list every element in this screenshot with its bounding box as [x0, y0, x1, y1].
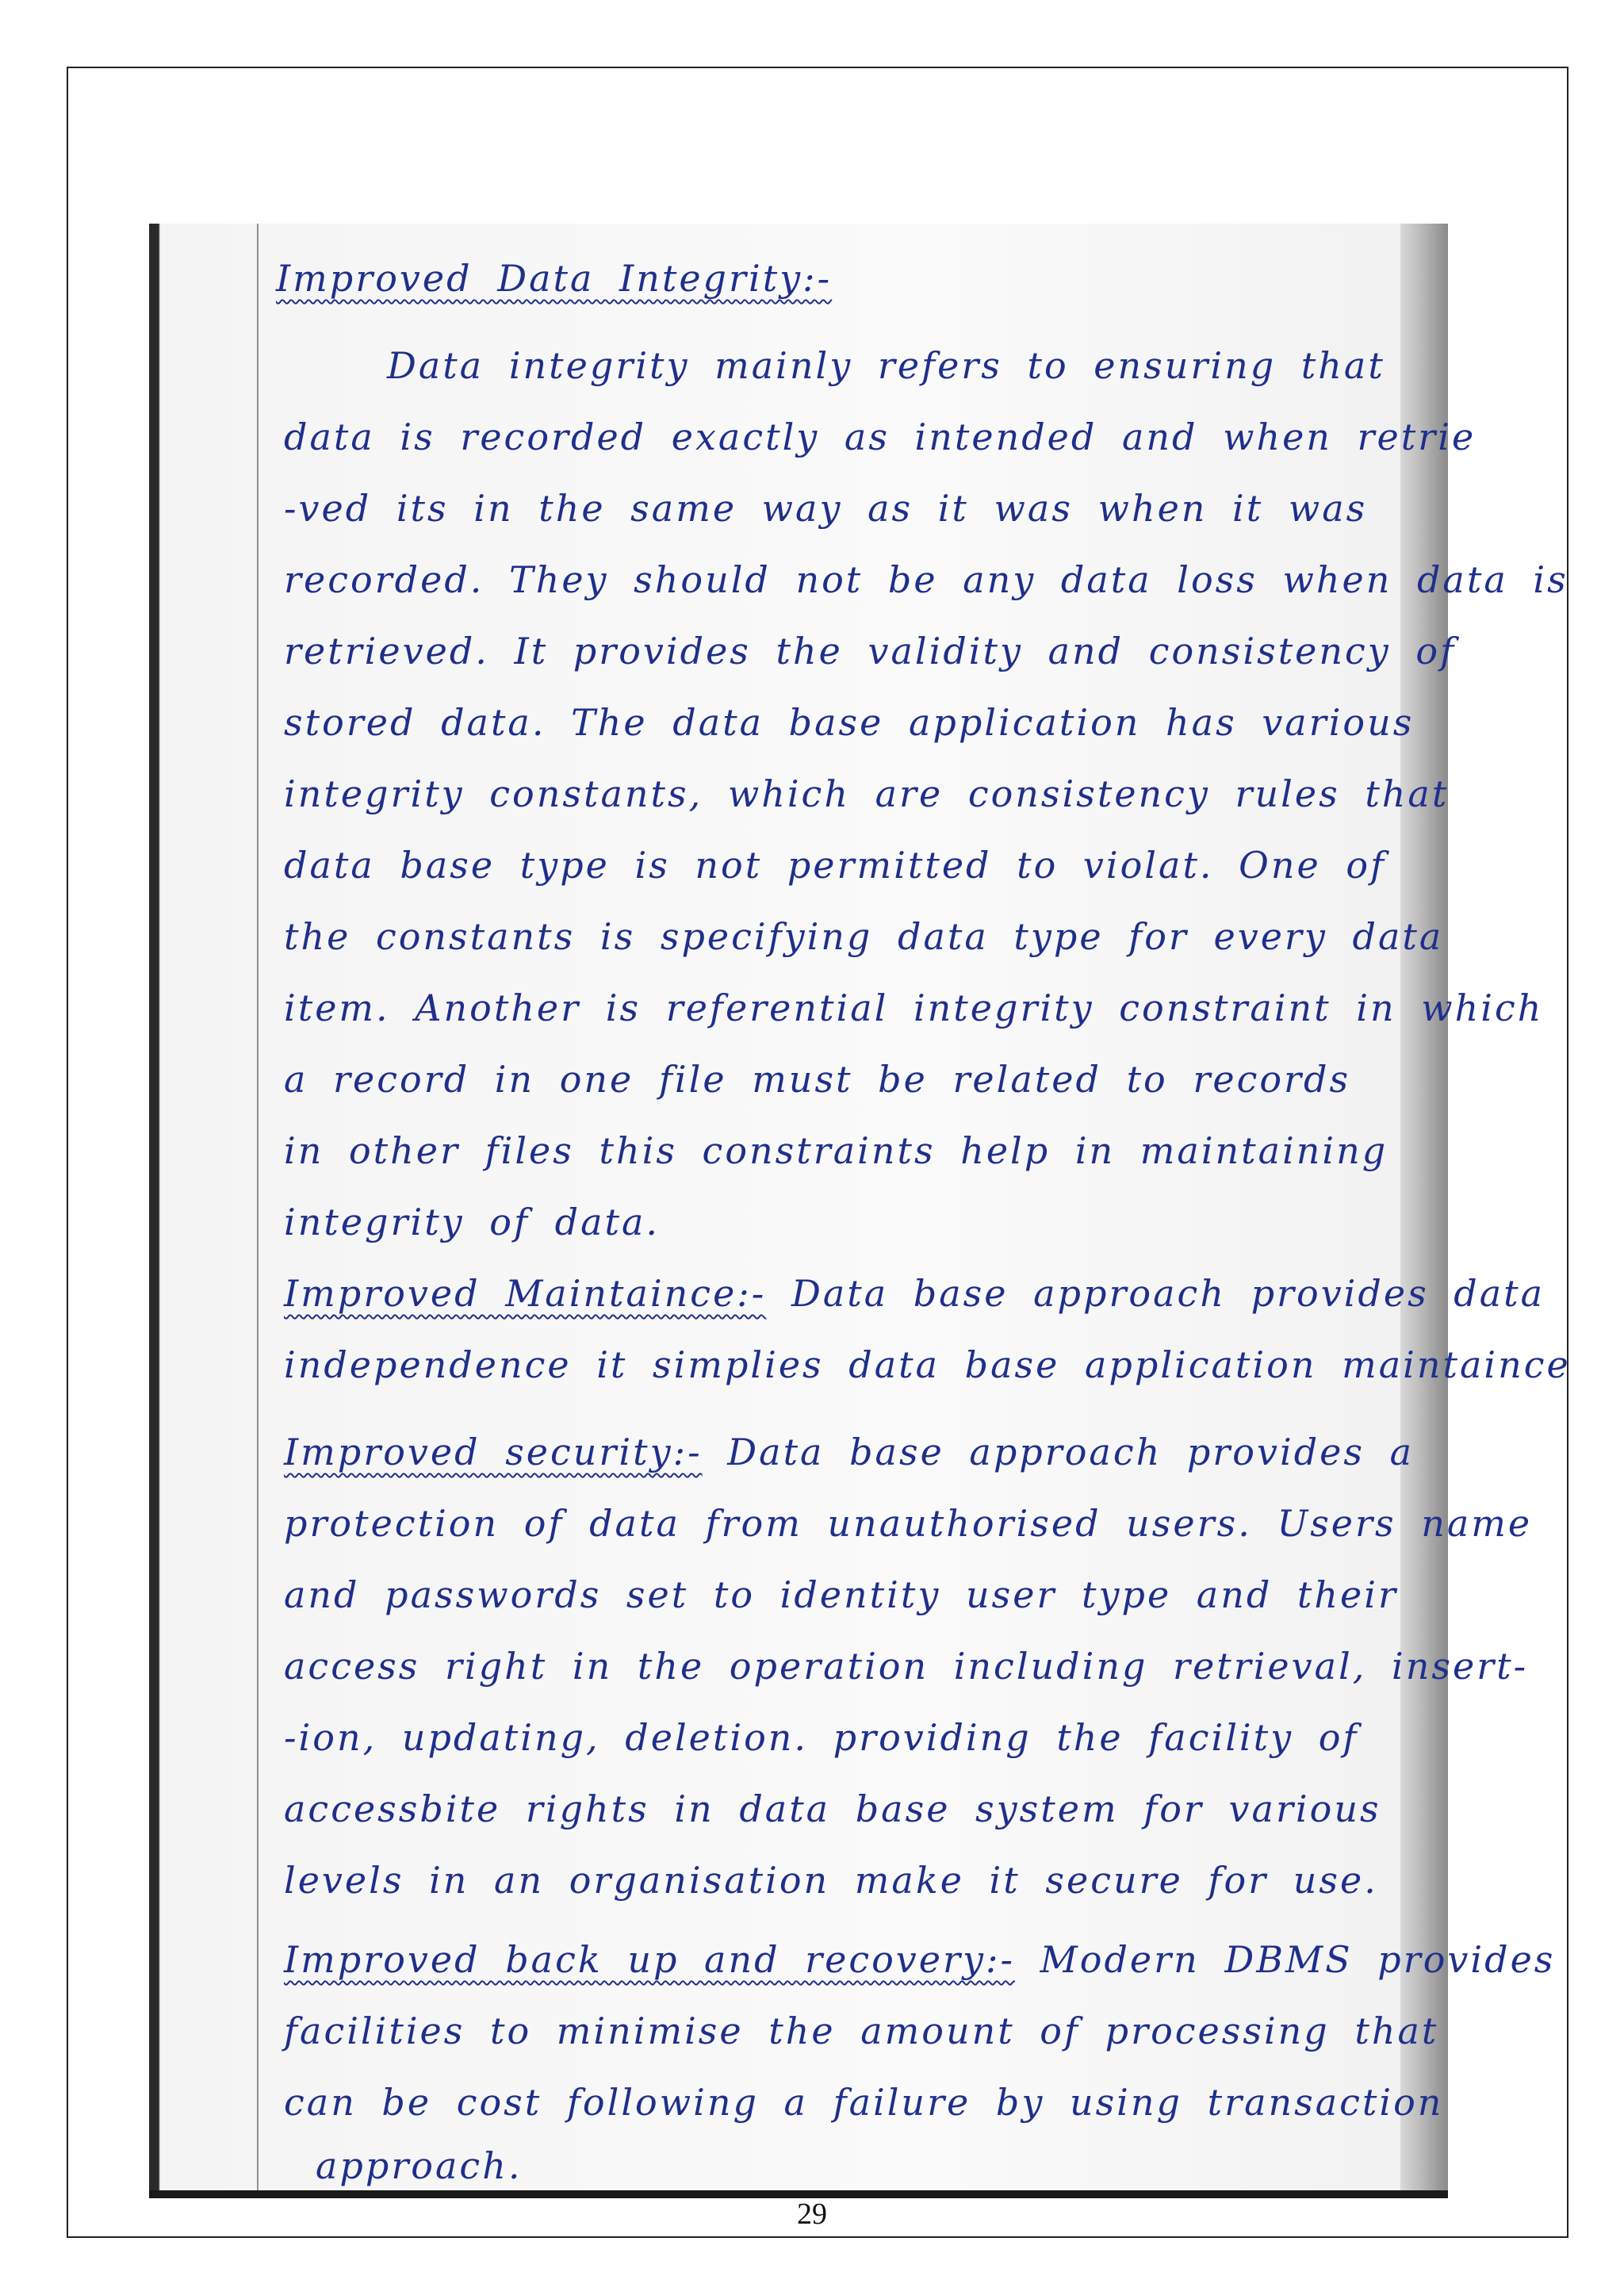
security-line	[284, 1431, 1414, 1473]
text-line: and passwords set to identity user type and their	[284, 1573, 1398, 1616]
text-line: integrity of data.	[284, 1201, 661, 1243]
heading-maintenance: Improved Maintaince:-	[284, 1272, 767, 1315]
text-line: the constants is specifying data type for every data	[284, 915, 1444, 958]
page-number: 29	[797, 2197, 827, 2231]
heading-data-integrity: Improved Data Integrity:-	[276, 257, 833, 300]
text-line: item. Another is referential integrity constraint in which	[284, 987, 1544, 1029]
text-line: accessbite rights in data base system for various	[284, 1787, 1381, 1830]
text-line: -ved its in the same way as it was when it was	[284, 487, 1368, 530]
text-line: recorded. They should not be any data loss when data is	[284, 558, 1568, 601]
heading-security: Improved security:-	[284, 1431, 703, 1473]
text-line: protection of data from unauthorised users. Users name	[284, 1502, 1533, 1545]
text-line: access right in the operation including retrieval, insert-	[284, 1645, 1529, 1688]
text-line: retrieved. It provides the validity and consistency of	[284, 630, 1457, 672]
text-line: Data base approach provides a	[727, 1431, 1415, 1473]
text-line: -ion, updating, deletion. providing the facility of	[284, 1716, 1359, 1759]
text-line: a record in one file must be related to records	[284, 1058, 1351, 1101]
text-line: data base type is not permitted to violat. One of	[284, 844, 1387, 887]
text-line: Data base approach provides data	[791, 1272, 1545, 1315]
text-line: facilities to minimise the amount of processing that	[284, 2010, 1439, 2052]
maintenance-line	[284, 1272, 1545, 1315]
text-line: independence it simplies data base application maintaince	[284, 1343, 1571, 1386]
text-line: in other files this constraints help in maintaining	[284, 1129, 1388, 1172]
backup-line	[284, 1938, 1555, 1981]
heading-backup: Improved back up and recovery:-	[284, 1938, 1016, 1981]
notebook-margin-line	[257, 224, 259, 2198]
handwritten-notes-photo	[149, 224, 1571, 2198]
text-line: can be cost following a failure by using transaction	[284, 2081, 1444, 2124]
text-line: approach.	[316, 2144, 523, 2187]
text-line: Modern DBMS provides	[1040, 1938, 1556, 1981]
text-line: integrity constants, which are consistency rules that	[284, 772, 1450, 815]
text-line: stored data. The data base application has various	[284, 701, 1415, 744]
text-line: levels in an organisation make it secure for use.	[284, 1859, 1378, 1902]
text-line: Data integrity mainly refers to ensuring that	[387, 344, 1385, 387]
text-line: data is recorded exactly as intended and when retrie	[284, 416, 1477, 458]
notebook-edge	[1400, 224, 1448, 2198]
